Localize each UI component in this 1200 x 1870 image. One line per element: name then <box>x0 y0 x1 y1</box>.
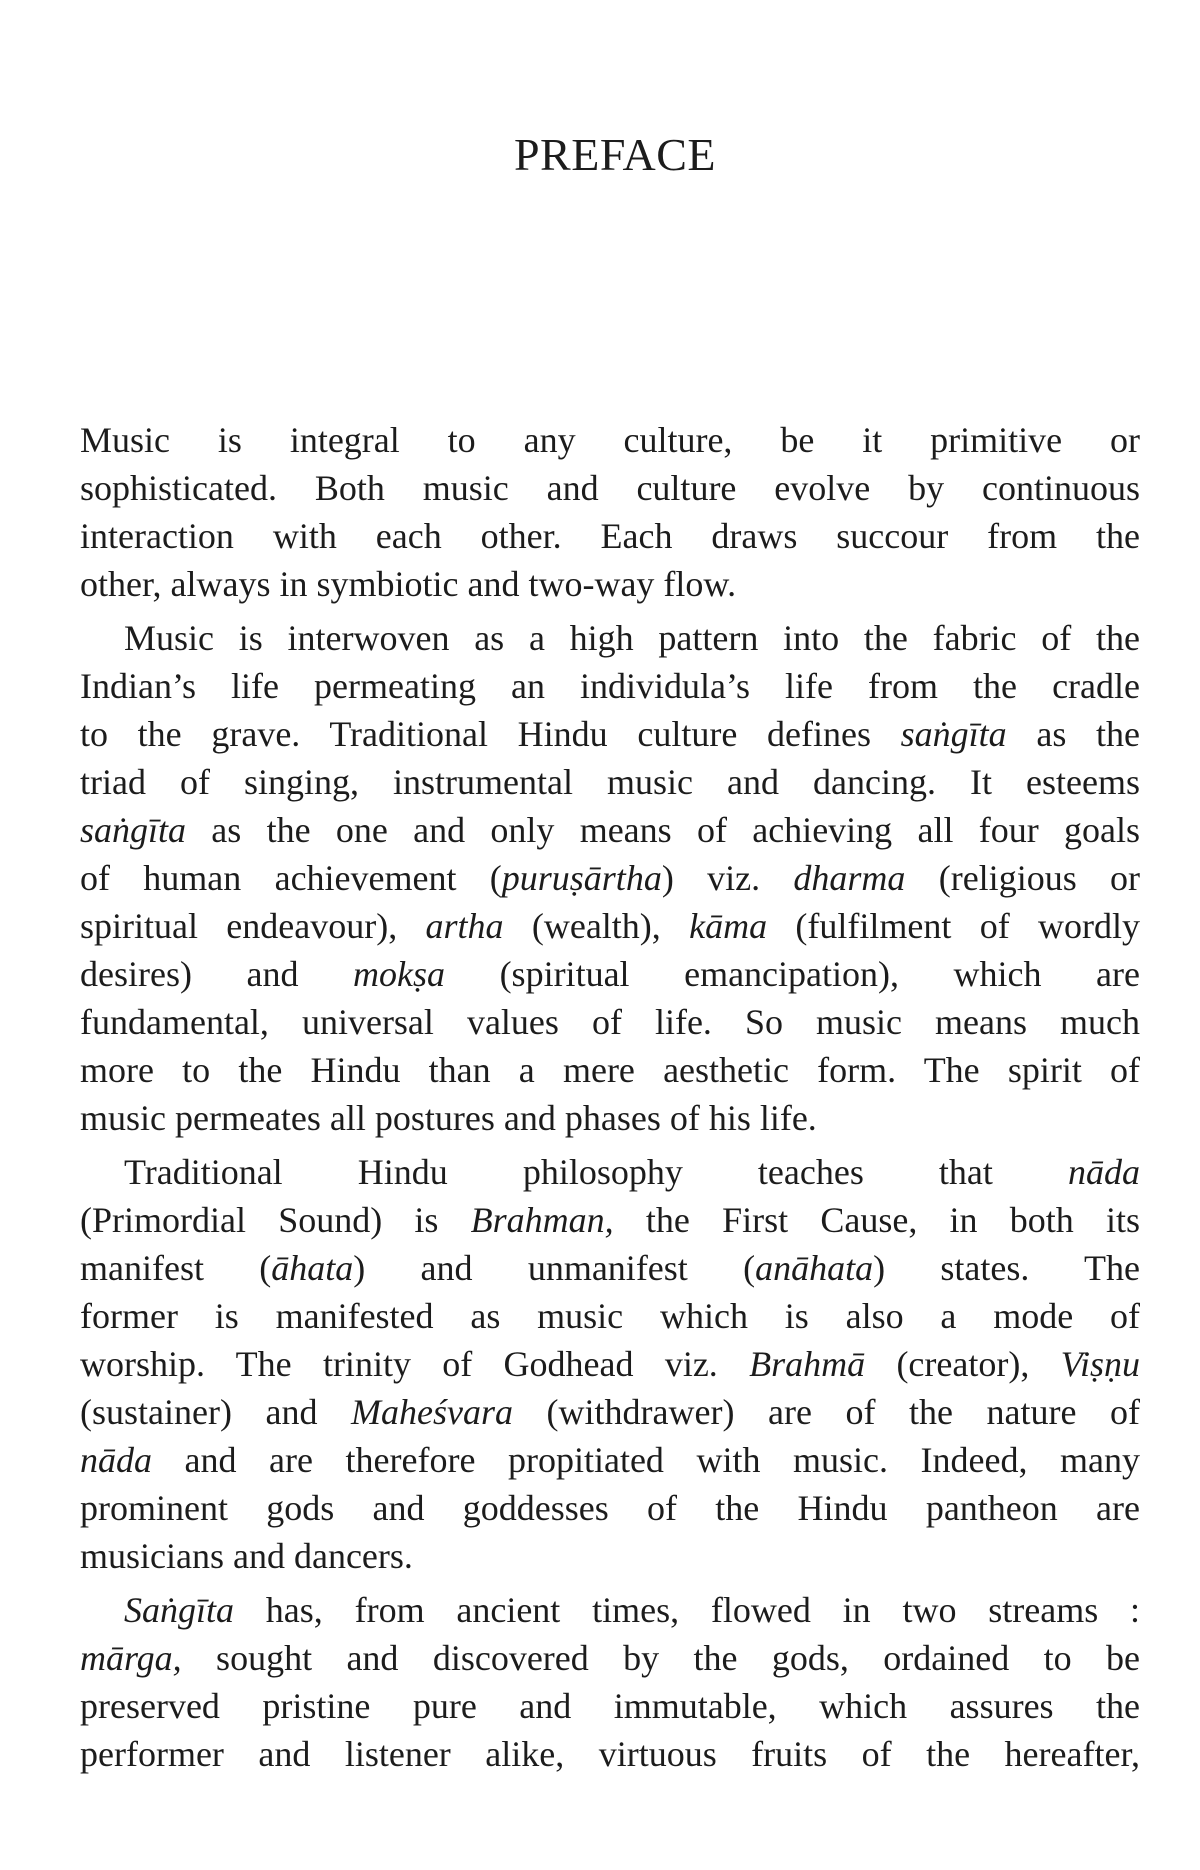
paragraph-2 <box>80 614 1140 1142</box>
text-line <box>80 998 1140 1046</box>
text-run: ) and unmanifest ( <box>353 1248 756 1288</box>
text-run: Traditional Hindu philosophy teaches that <box>124 1152 1068 1192</box>
text-line <box>80 1436 1140 1484</box>
text-run: and are therefore propitiated with music. Indeed, many <box>152 1440 1140 1480</box>
text-line <box>80 1196 1140 1244</box>
text-run: (withdrawer) are of the nature of <box>512 1392 1140 1432</box>
text-run: Music is interwoven as a high pattern into the fabric of the <box>124 618 1140 658</box>
text-run: interaction with each other. Each draws succour from the <box>80 516 1140 556</box>
text-line <box>80 1094 1140 1142</box>
text-run: triad of singing, instrumental music and dancing. It esteems <box>80 762 1140 802</box>
text-run: Music is integral to any culture, be it primitive or <box>80 420 1140 460</box>
italic-term: kāma <box>689 906 768 946</box>
text-line <box>80 416 1140 464</box>
text-run: has, from ancient times, flowed in two streams : <box>234 1590 1140 1630</box>
text-line <box>80 1634 1140 1682</box>
italic-term: Brahman, <box>470 1200 614 1240</box>
text-run: as the <box>1006 714 1140 754</box>
text-run: (creator), <box>865 1344 1061 1384</box>
text-line <box>80 1532 1140 1580</box>
preface-body <box>80 416 1140 1778</box>
italic-term: Brahmā <box>749 1344 866 1384</box>
italic-term: āhata <box>271 1248 354 1288</box>
text-run: preserved pristine pure and immutable, which assures the <box>80 1686 1140 1726</box>
text-line <box>80 950 1140 998</box>
text-line <box>80 854 1140 902</box>
page-heading: PREFACE <box>513 129 717 180</box>
text-run: musicians and dancers. <box>80 1536 413 1576</box>
text-run: (Primordial Sound) is <box>80 1200 471 1240</box>
text-line <box>80 710 1140 758</box>
text-run: ) viz. <box>661 858 794 898</box>
text-line <box>80 1046 1140 1094</box>
text-line <box>80 806 1140 854</box>
text-run: more to the Hindu than a mere aesthetic form. The spirit of <box>80 1050 1140 1090</box>
italic-term: Saṅgīta <box>124 1590 235 1630</box>
text-line <box>80 902 1140 950</box>
italic-term: saṅgīta <box>900 714 1007 754</box>
italic-term: nāda <box>80 1440 152 1480</box>
text-run: manifest ( <box>80 1248 272 1288</box>
text-run: (wealth), <box>503 906 690 946</box>
text-run: sophisticated. Both music and culture evolve by continuous <box>80 468 1140 508</box>
text-run: worship. The trinity of Godhead viz. <box>80 1344 750 1384</box>
italic-term: Maheśvara <box>351 1392 513 1432</box>
text-line <box>80 1292 1140 1340</box>
italic-term: Viṣṇu <box>1060 1344 1140 1384</box>
text-line <box>80 1148 1140 1196</box>
text-run: of human achievement ( <box>80 858 502 898</box>
text-line <box>80 1730 1140 1778</box>
text-run: former is manifested as music which is also a mode of <box>80 1296 1140 1336</box>
text-line <box>80 1340 1140 1388</box>
text-run: performer and listener alike, virtuous fruits of the hereafter, <box>80 1734 1140 1774</box>
italic-term: puruṣārtha <box>501 858 662 898</box>
text-run: other, always in symbiotic and two-way flow. <box>80 564 737 604</box>
italic-term: saṅgīta <box>80 810 187 850</box>
text-run: sought and discovered by the gods, ordained to be <box>181 1638 1140 1678</box>
text-run: prominent gods and goddesses of the Hindu pantheon are <box>80 1488 1140 1528</box>
text-run: to the grave. Traditional Hindu culture defines <box>80 714 901 754</box>
text-line <box>80 614 1140 662</box>
italic-term: mārga, <box>80 1638 182 1678</box>
text-run: (religious or <box>905 858 1140 898</box>
paragraph-4 <box>80 1586 1140 1778</box>
italic-term: dharma <box>793 858 906 898</box>
text-run: Indian’s life permeating an individula’s life from the cradle <box>80 666 1140 706</box>
text-line <box>80 662 1140 710</box>
italic-term: artha <box>425 906 504 946</box>
italic-term: nāda <box>1068 1152 1140 1192</box>
text-line <box>80 1244 1140 1292</box>
text-run: desires) and <box>80 954 354 994</box>
text-run: ) states. The <box>873 1248 1140 1288</box>
text-line <box>80 1682 1140 1730</box>
text-run: spiritual endeavour), <box>80 906 426 946</box>
text-run: the First Cause, in both its <box>613 1200 1141 1240</box>
paragraph-1 <box>80 416 1140 608</box>
italic-term: anāhata <box>755 1248 874 1288</box>
text-run: (fulfilment of wordly <box>767 906 1140 946</box>
text-line <box>80 1586 1140 1634</box>
text-line <box>80 464 1140 512</box>
italic-term: mokṣa <box>353 954 446 994</box>
text-run: fundamental, universal values of life. So music means much <box>80 1002 1140 1042</box>
text-line <box>80 758 1140 806</box>
text-line <box>80 512 1140 560</box>
text-line <box>80 560 1140 608</box>
paragraph-3 <box>80 1148 1140 1580</box>
text-run: as the one and only means of achieving all four goals <box>186 810 1140 850</box>
text-run: music permeates all postures and phases of his life. <box>80 1098 817 1138</box>
text-line <box>80 1388 1140 1436</box>
text-run: (sustainer) and <box>80 1392 352 1432</box>
text-run: (spiritual emancipation), which are <box>445 954 1141 994</box>
text-line <box>80 1484 1140 1532</box>
